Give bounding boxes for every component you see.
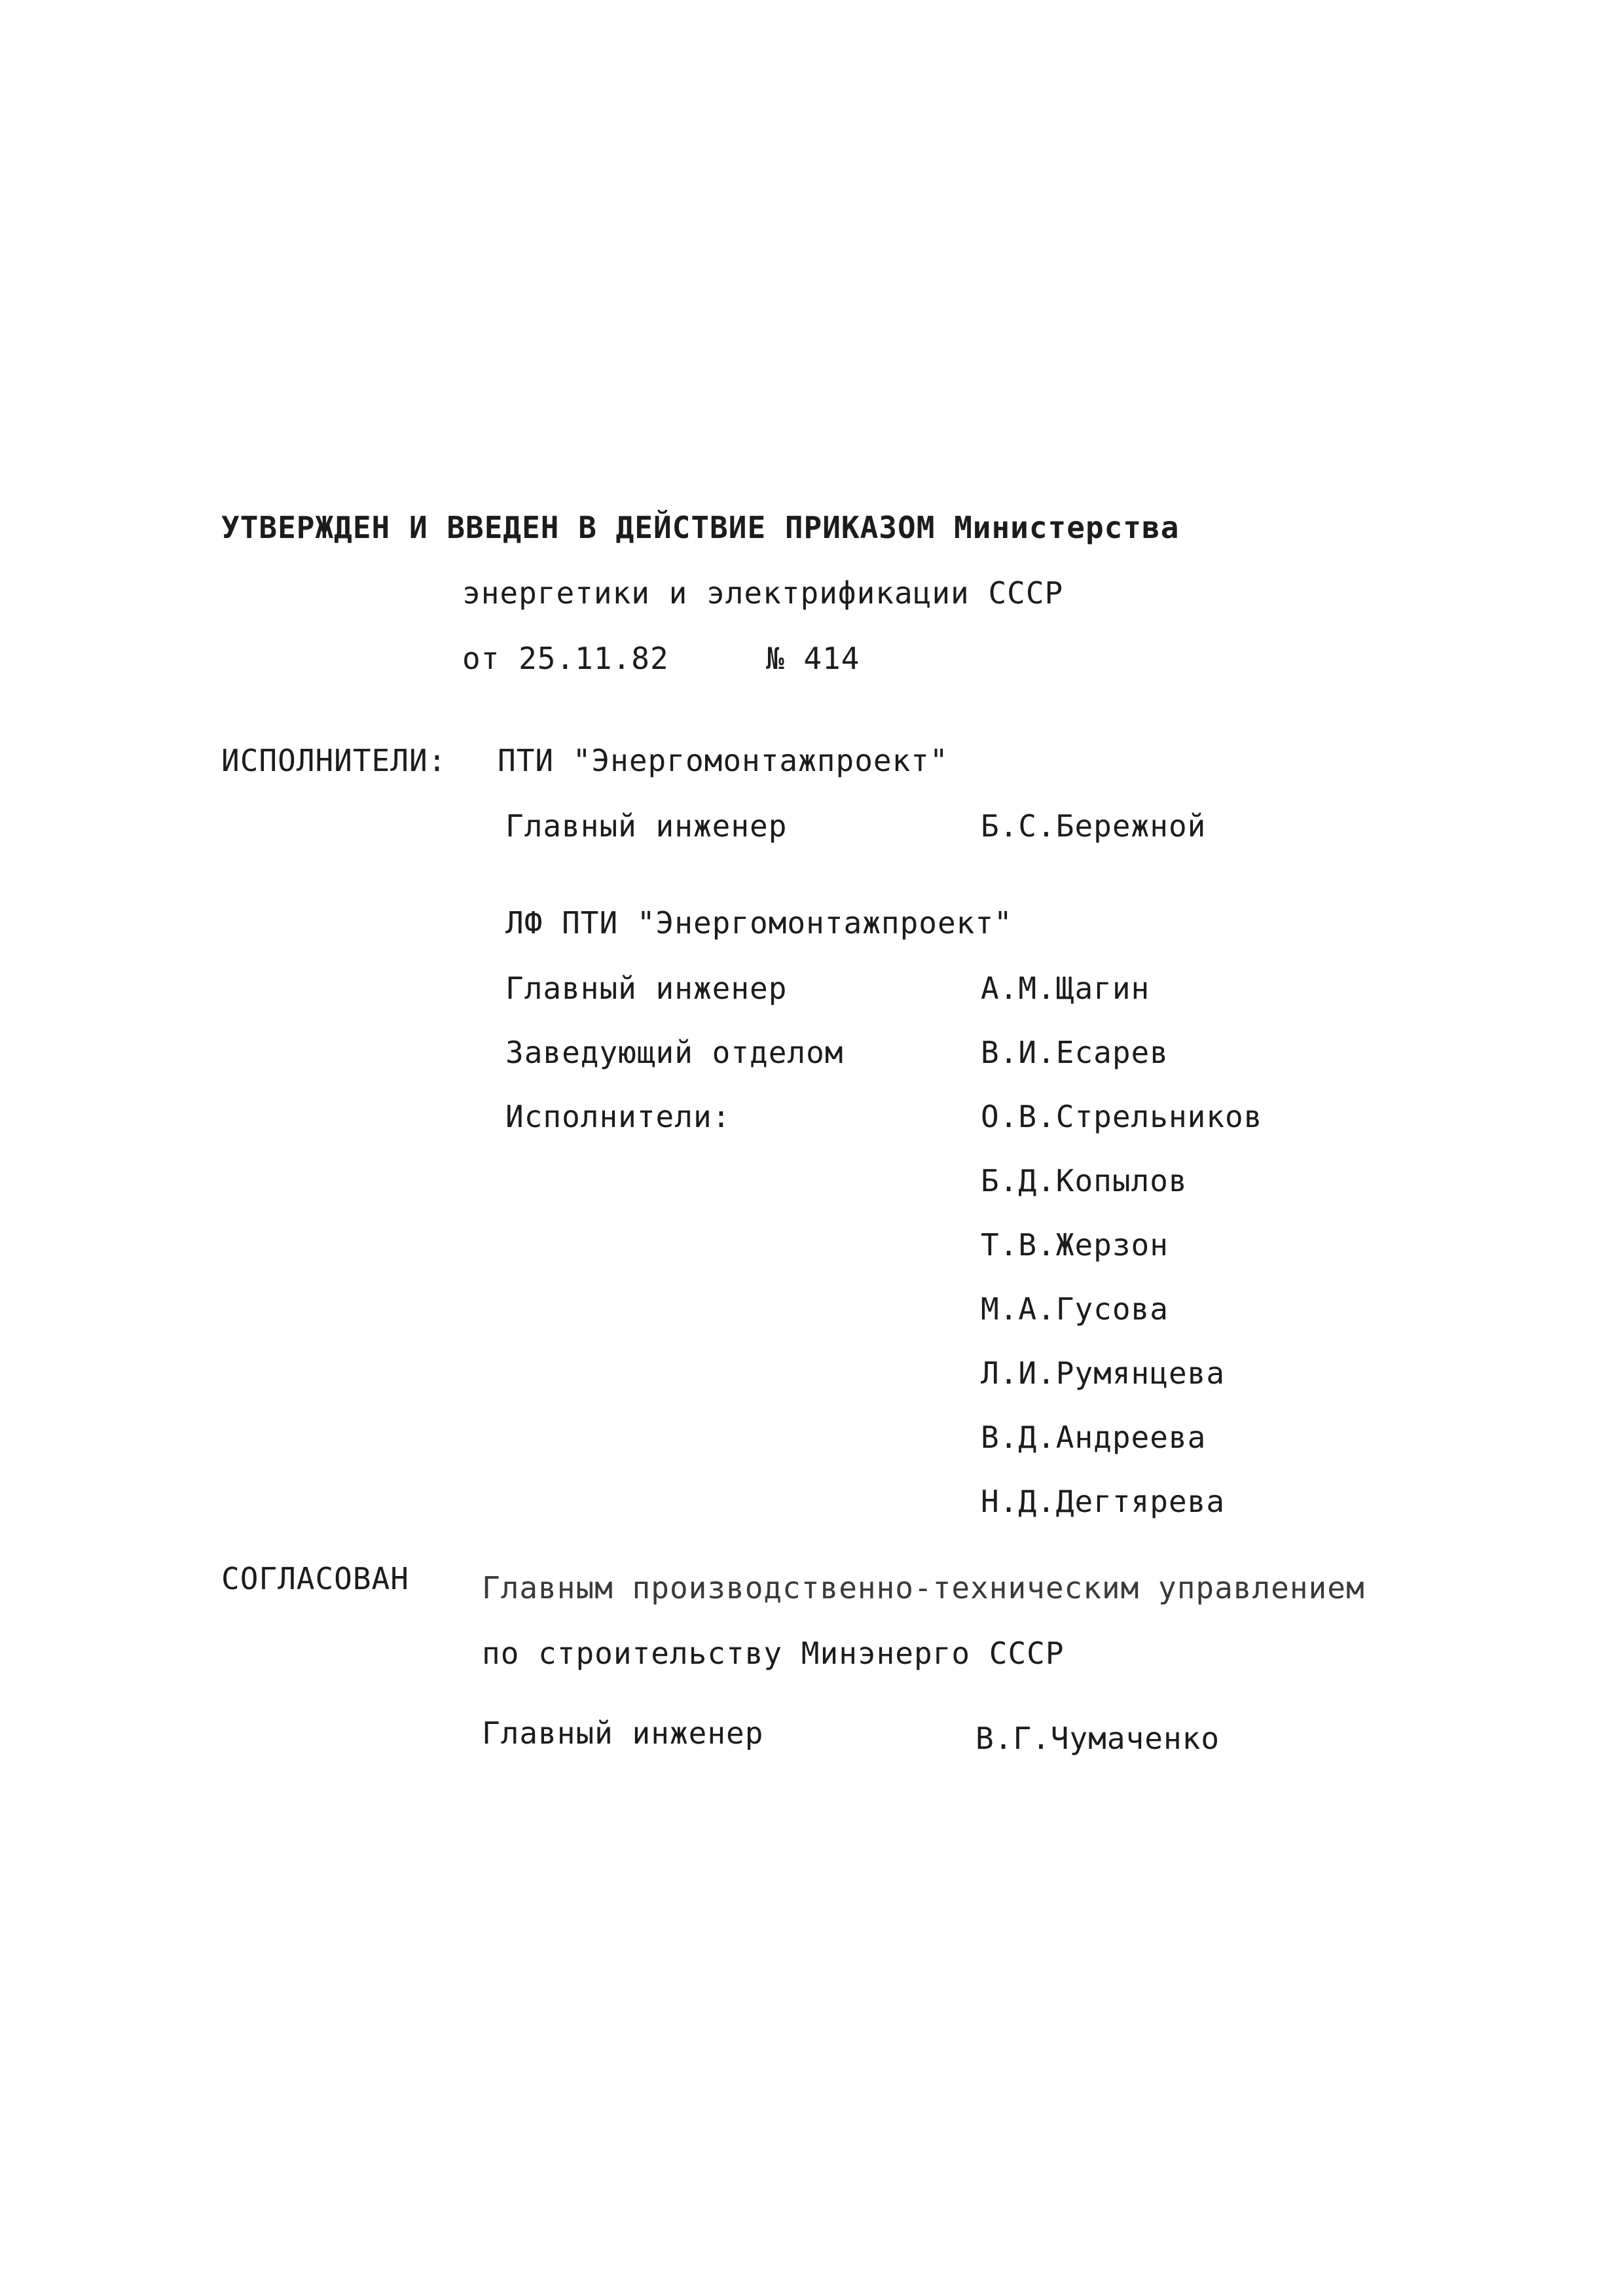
agreed-heading: СОГЛАСОВАН — [221, 1561, 409, 1596]
agreed-name: В.Г.Чумаченко — [976, 1721, 1220, 1756]
staff-name: А.М.Щагин — [981, 971, 1150, 1006]
agreed-org-line-1: Главным производственно-техническим управлением — [482, 1570, 1365, 1605]
agreed-role: Главный инженер — [482, 1715, 764, 1751]
executors-org2: ЛФ ПТИ "Энергомонтажпроект" — [505, 905, 1013, 941]
staff-name: О.В.Стрельников — [981, 1099, 1263, 1134]
staff-name: Н.Д.Дегтярева — [981, 1484, 1226, 1519]
staff-name: Б.Д.Копылов — [981, 1163, 1188, 1198]
staff-role: Заведующий отделом — [505, 1035, 844, 1070]
approval-line-2: энергетики и электрификации СССР — [462, 575, 1064, 611]
staff-name: Л.И.Румянцева — [981, 1355, 1226, 1391]
staff-name: В.Д.Андреева — [981, 1420, 1207, 1455]
executors-org1-name: Б.С.Бережной — [981, 808, 1207, 844]
staff-name: Т.В.Жерзон — [981, 1227, 1169, 1263]
approval-line-1: УТВЕРЖДЕН И ВВЕДЕН В ДЕЙСТВИЕ ПРИКАЗОМ Министерства — [221, 510, 1180, 545]
staff-role: Исполнители: — [505, 1099, 731, 1134]
agreed-org-line-2: по строительству Минэнерго СССР — [482, 1636, 1065, 1671]
executors-heading: ИСПОЛНИТЕЛИ: — [221, 743, 447, 778]
approval-number: № 414 — [766, 641, 860, 676]
executors-org1-role: Главный инженер — [505, 808, 788, 844]
executors-org1: ПТИ "Энергомонтажпроект" — [498, 743, 949, 778]
staff-name: В.И.Есарев — [981, 1035, 1169, 1070]
staff-name: М.А.Гусова — [981, 1291, 1169, 1327]
approval-date: от 25.11.82 — [462, 641, 669, 676]
staff-role: Главный инженер — [505, 971, 788, 1006]
